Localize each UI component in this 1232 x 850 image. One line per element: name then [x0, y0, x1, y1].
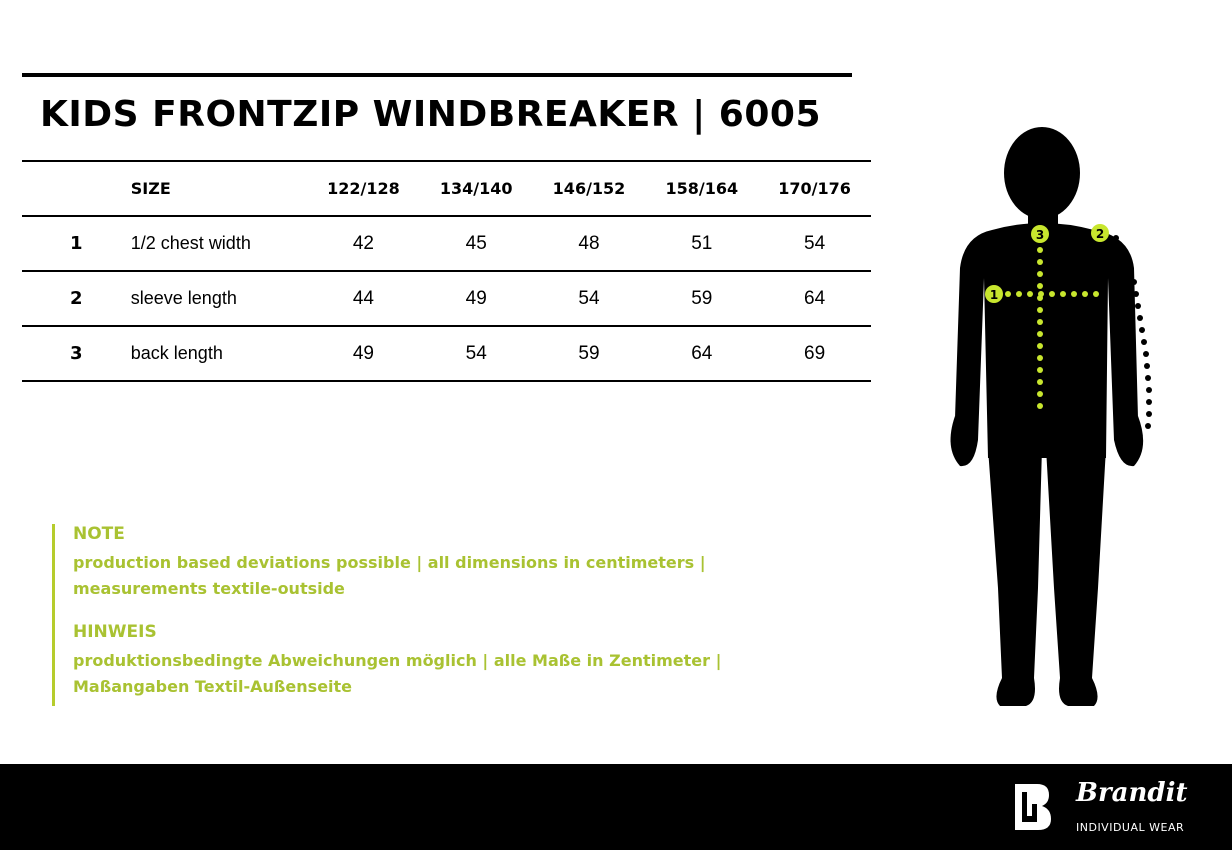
row-label: back length	[130, 343, 223, 363]
brand-name: Brandit	[1076, 778, 1188, 808]
row-value: 44	[352, 287, 374, 309]
marker-1	[985, 285, 1003, 303]
row-value: 49	[465, 287, 487, 309]
svg-text:2: 2	[1095, 227, 1105, 241]
row-value: 45	[465, 232, 487, 254]
table-row	[22, 271, 871, 326]
row-value: 64	[804, 287, 826, 309]
hinweis-heading: HINWEIS	[73, 622, 157, 642]
row-value: 69	[804, 342, 826, 364]
footer-bar	[0, 764, 1232, 850]
header-size: SIZE	[130, 179, 171, 198]
table-row	[22, 326, 871, 381]
note-heading: NOTE	[73, 524, 125, 544]
marker-2	[1091, 224, 1109, 242]
row-number: 1	[70, 233, 83, 254]
header-size-col: 170/176	[778, 179, 851, 198]
note-line: production based deviations possible | all dimensions in centimeters |	[73, 553, 706, 572]
measurement-figure	[930, 118, 1170, 718]
row-value: 54	[804, 232, 826, 254]
row-value: 64	[691, 342, 713, 364]
svg-text:1: 1	[989, 288, 999, 302]
note-en	[73, 524, 706, 602]
header-num-cell	[22, 161, 131, 216]
row-value: 51	[691, 232, 713, 254]
hinweis-line: Maßangaben Textil-Außenseite	[73, 677, 353, 696]
child-silhouette-icon	[951, 127, 1144, 706]
row-label: sleeve length	[130, 288, 237, 308]
header-size-col: 134/140	[439, 179, 513, 198]
row-value: 54	[465, 342, 487, 364]
header-size-col: 158/164	[665, 179, 739, 198]
row-number: 3	[70, 343, 83, 364]
top-rule	[22, 73, 852, 77]
header-size-col: 146/152	[552, 179, 626, 198]
table-row	[22, 216, 871, 271]
row-value: 59	[578, 342, 600, 364]
row-value: 59	[691, 287, 713, 309]
row-number: 2	[70, 288, 83, 309]
svg-text:3: 3	[1035, 228, 1045, 242]
brandit-b-logo-icon	[1013, 782, 1053, 832]
chest-width-line	[1005, 291, 1099, 297]
brand-tagline: INDIVIDUAL WEAR	[1076, 821, 1185, 834]
table-header-row	[22, 161, 871, 216]
row-value: 42	[352, 232, 374, 254]
row-value: 48	[578, 232, 600, 254]
row-value: 49	[352, 342, 374, 364]
hinweis-line: produktionsbedingte Abweichungen möglich | alle Maße in Zentimeter |	[73, 651, 722, 670]
header-size-col: 122/128	[327, 179, 400, 198]
marker-3	[1031, 225, 1049, 243]
page-title: KIDS FRONTZIP WINDBREAKER | 6005	[40, 94, 821, 135]
notes-section	[52, 524, 722, 706]
note-line: measurements textile-outside	[73, 579, 345, 598]
row-value: 54	[578, 287, 600, 309]
size-table	[22, 160, 871, 382]
row-label: 1/2 chest width	[130, 233, 251, 253]
note-de	[73, 622, 722, 700]
